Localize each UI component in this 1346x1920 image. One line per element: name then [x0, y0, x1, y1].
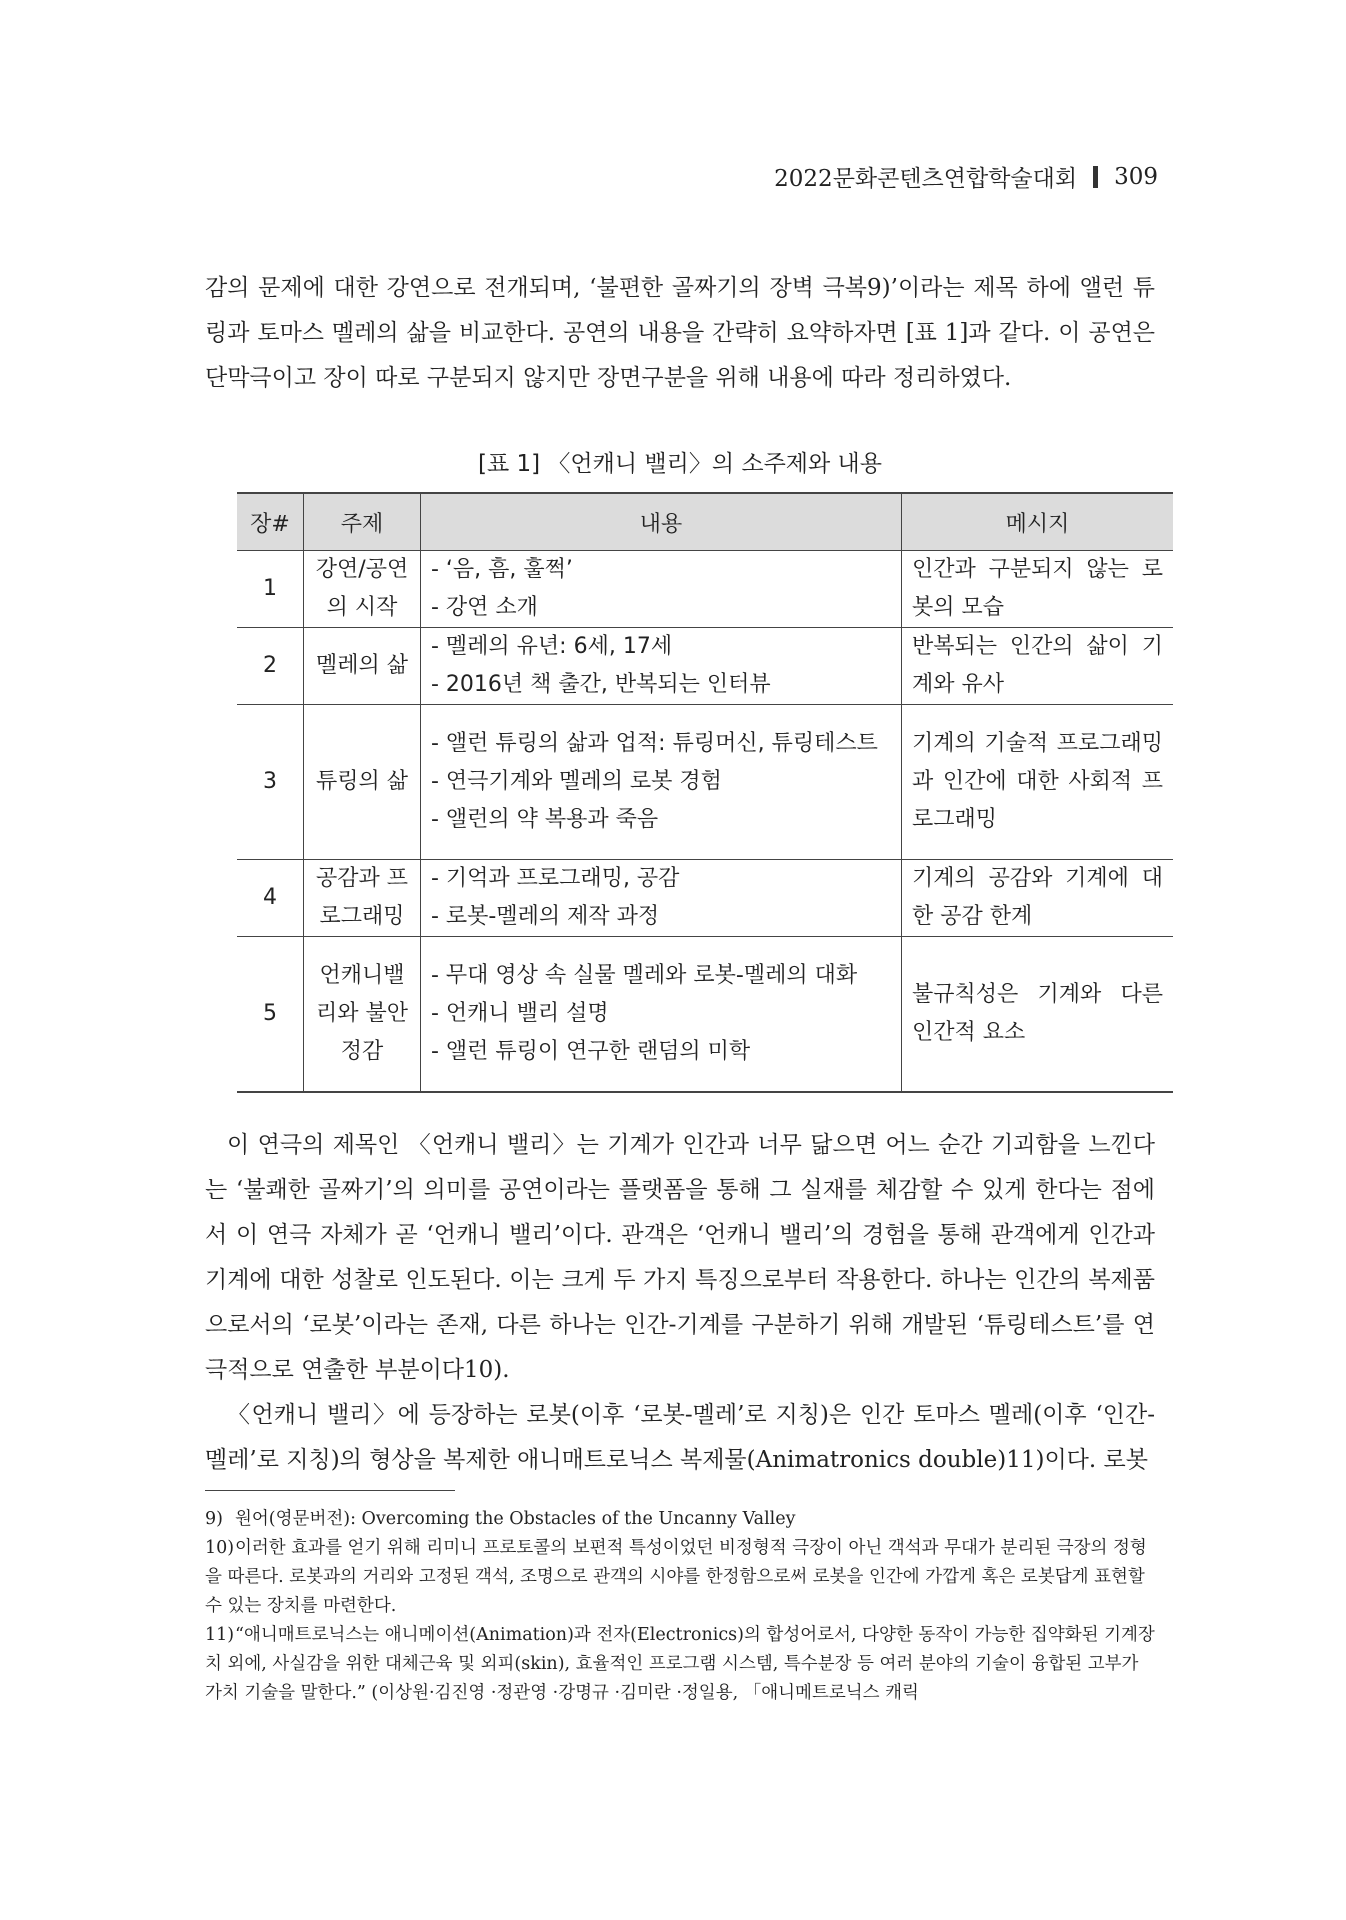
footnote-number: 9) [205, 1509, 223, 1529]
table-row [237, 860, 1173, 937]
content-line: - 앨런의 약 복용과 죽음 [431, 807, 659, 832]
footnote-text: 원어(영문버전): Overcoming the Obstacles of the Uncanny Valley [235, 1509, 796, 1529]
table-caption: [표 1] 〈언캐니 밸리〉의 소주제와 내용 [478, 451, 882, 477]
col-header-topic: 주제 [304, 493, 421, 551]
header-separator [1093, 166, 1098, 188]
cell-message: 반복되는 인간의 삶이 기계와 유사 [902, 628, 1174, 705]
footnote-text: 이러한 효과를 얻기 위해 리미니 프로토콜의 보편적 특성이었던 비정형적 극장이 아닌 객석과 무대가 분리된 극장의 정형을 따른다. 로봇과의 거리와 고정된 객석, 조명으로 관객의 시야를 한정함으로써 로봇을 인간에 가깝게 혹은 로봇답게 표현할 수 있는 장치를 마련한다. [205, 1538, 1147, 1616]
cell-content [421, 937, 902, 1092]
content-line: - ‘음, 흠, 훌쩍’ [431, 557, 573, 582]
table-row [237, 628, 1173, 705]
cell-content [421, 705, 902, 860]
content-line: - 기억과 프로그래밍, 공감 [431, 866, 680, 891]
content-line: - 멜레의 유년: 6세, 17세 [431, 634, 673, 659]
table-header-row [237, 493, 1173, 551]
content-line: - 로봇-멜레의 제작 과정 [431, 904, 660, 929]
cell-no: 3 [237, 705, 304, 860]
table-row [237, 705, 1173, 860]
footnote-number: 10) [205, 1538, 235, 1558]
footnote-10 [205, 1534, 1155, 1621]
page-number: 309 [1114, 163, 1158, 190]
cell-topic: 강연/공연의 시작 [304, 551, 421, 628]
cell-no: 4 [237, 860, 304, 937]
content-line: - 앨런 튜링의 삶과 업적: 튜링머신, 튜링테스트 [431, 731, 878, 756]
cell-no: 5 [237, 937, 304, 1092]
content-line: - 언캐니 밸리 설명 [431, 1000, 609, 1026]
cell-content [421, 628, 902, 705]
content-line: - 연극기계와 멜레의 로봇 경험 [431, 769, 722, 794]
cell-topic: 튜링의 삶 [304, 705, 421, 860]
footnote-text: “애니매트로닉스는 애니메이션(Animation)과 전자(Electronics)의 합성어로서, 다양한 동작이 가능한 집약화된 기계장치 외에, 사실감을 위한 대체근육 및 외피(skin), 효율적인 프로그램 시스템, 특수분장 등 여러 분야의 기술이 융합된 고부가가치 기술을 말한다.” (이상원·김진영 ·정관영 ·강명규 ·김미란 ·정일용, 「애니메트로닉스 캐릭 [205, 1625, 1155, 1703]
cell-content [421, 551, 902, 628]
table-row [237, 937, 1173, 1092]
paragraph-robot: 〈언캐니 밸리〉에 등장하는 로봇(이후 ‘로봇-멜레’로 지칭)은 인간 토마스 멜레(이후 ‘인간-멜레’로 지칭)의 형상을 복제한 애니매트로닉스 복제물(Animatronics double)11)이다. 로봇 [205, 1402, 1155, 1473]
cell-message: 기계의 공감와 기계에 대한 공감 한계 [902, 860, 1174, 937]
paragraph-analysis: 이 연극의 제목인 〈언캐니 밸리〉는 기계가 인간과 너무 닮으면 어느 순간 기괴함을 느낀다는 ‘불쾌한 골짜기’의 의미를 공연이라는 플랫폼을 통해 그 실재를 체감할 수 있게 한다는 점에서 이 연극 자체가 곧 ‘언캐니 밸리’이다. 관객은 ‘언캐니 밸리’의 경험을 통해 관객에게 인간과 기계에 대한 성찰로 인도된다. 이는 크게 두 가지 특징으로부터 작용한다. 하나는 인간의 복제품으로서의 ‘로봇’이라는 존재, 다른 하나는 인간-기계를 구분하기 위해 개발된 ‘튜링테스트’를 연극적으로 연출한 부분이다10). [205, 1132, 1155, 1383]
col-header-message: 메시지 [902, 493, 1174, 551]
content-line: - 2016년 책 출간, 반복되는 인터뷰 [431, 672, 771, 697]
cell-message: 기계의 기술적 프로그래밍과 인간에 대한 사회적 프로그래밍 [902, 705, 1174, 860]
content-line: - 앨런 튜링이 연구한 랜덤의 미학 [431, 1038, 751, 1064]
cell-message: 불규칙성은 기계와 다른 인간적 요소 [902, 937, 1174, 1092]
footnote-number: 11) [205, 1625, 235, 1645]
paragraph-intro: 감의 문제에 대한 강연으로 전개되며, ‘불편한 골짜기의 장벽 극복9)’이라는 제목 하에 앨런 튜링과 토마스 멜레의 삶을 비교한다. 공연의 내용을 간략히 요약하자면 [표 1]과 같다. 이 공연은 단막극이고 장이 따로 구분되지 않지만 장면구분을 위해 내용에 따라 정리하였다. [205, 275, 1155, 391]
footnote-divider [205, 1490, 455, 1491]
cell-no: 1 [237, 551, 304, 628]
cell-topic: 멜레의 삶 [304, 628, 421, 705]
journal-title: 2022문화콘텐츠연합학술대회 [774, 166, 1078, 192]
summary-table [237, 492, 1173, 1093]
content-line: - 강연 소개 [431, 595, 538, 620]
col-header-no: 장# [237, 493, 304, 551]
content-line: - 무대 영상 속 실물 멜레와 로봇-멜레의 대화 [431, 962, 858, 988]
cell-no: 2 [237, 628, 304, 705]
cell-message: 인간과 구분되지 않는 로봇의 모습 [902, 551, 1174, 628]
cell-content [421, 860, 902, 937]
table-row [237, 551, 1173, 628]
running-header [774, 160, 1158, 193]
col-header-content: 내용 [421, 493, 902, 551]
cell-topic: 공감과 프로그래밍 [304, 860, 421, 937]
cell-topic: 언캐니밸리와 불안정감 [304, 937, 421, 1092]
footnote-9 [205, 1505, 1155, 1534]
footnote-11 [205, 1621, 1155, 1708]
